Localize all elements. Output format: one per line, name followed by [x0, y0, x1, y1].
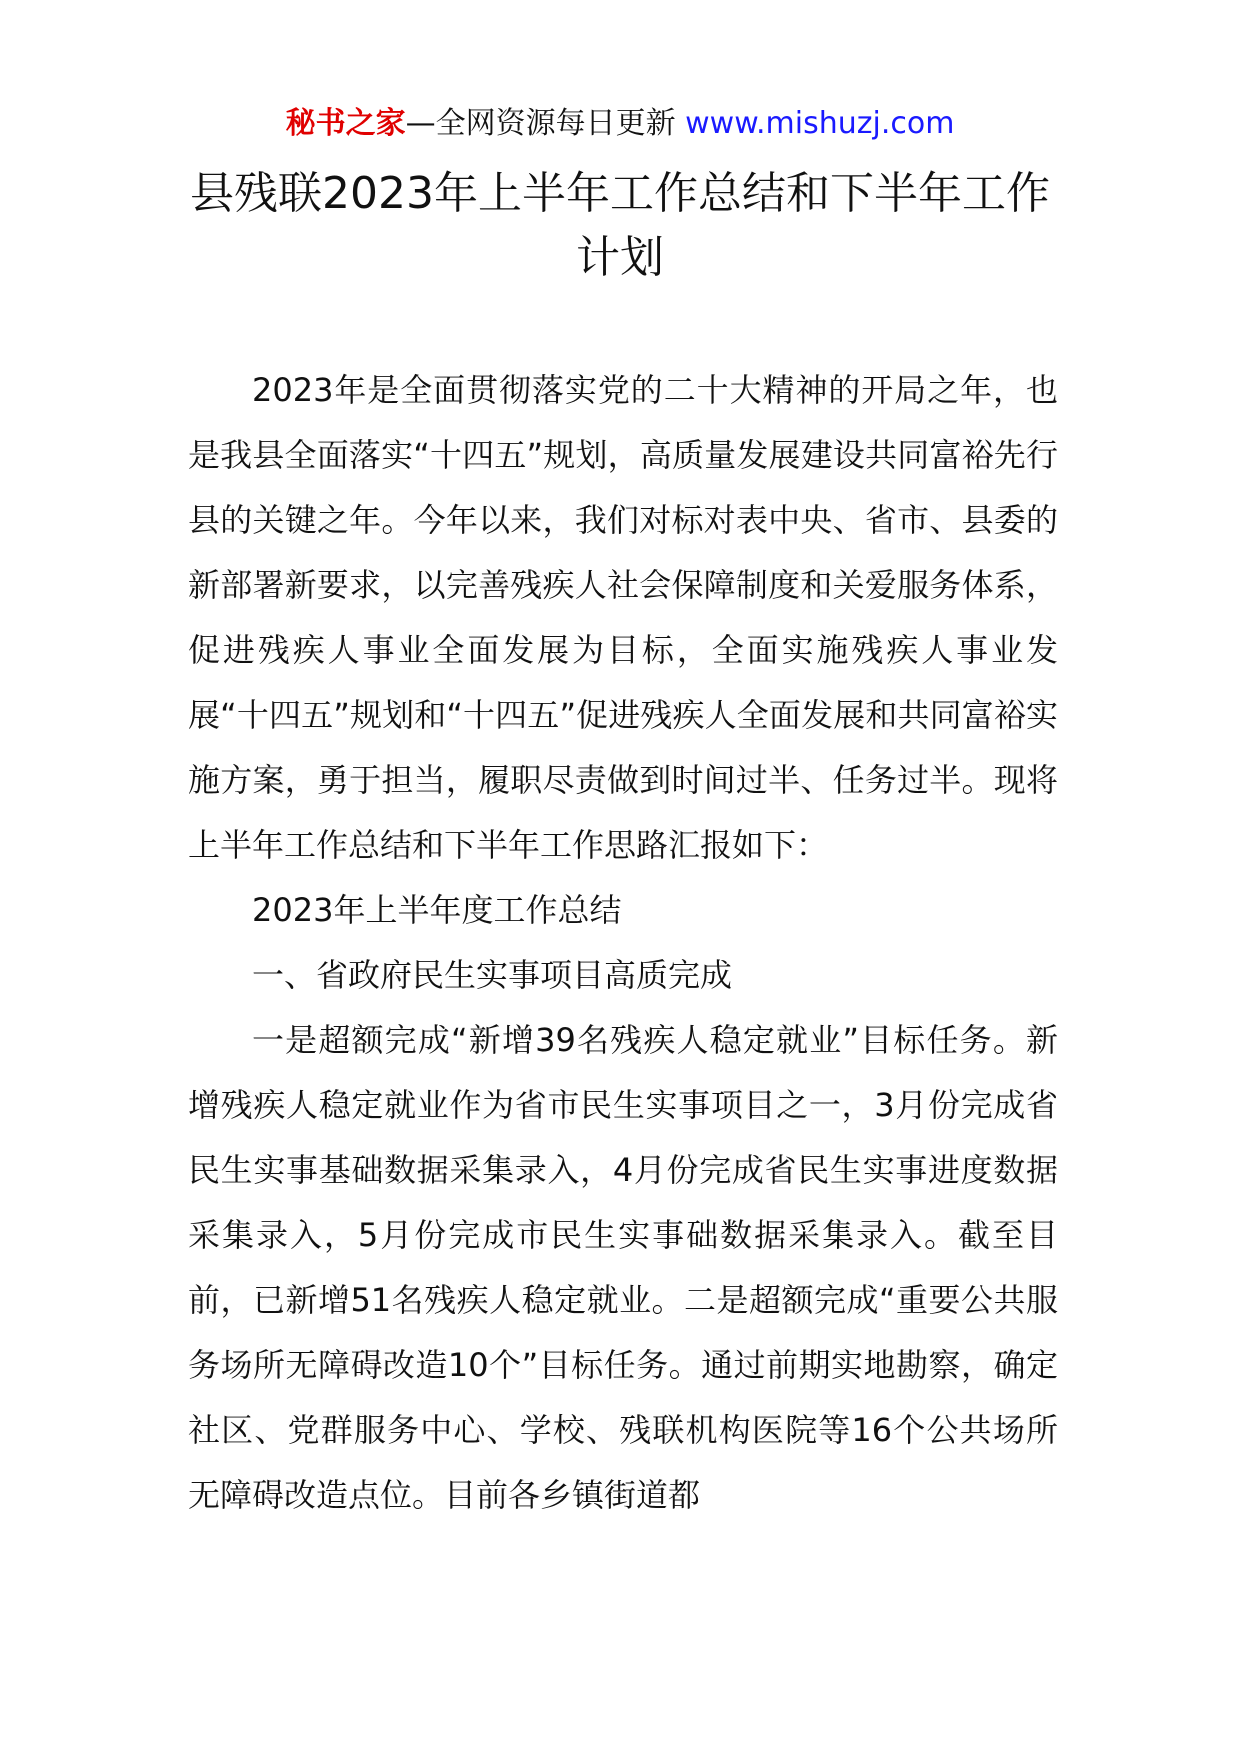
site-brand: 秘书之家: [285, 106, 406, 141]
subsection-heading: 一、省政府民生实事项目高质完成: [252, 956, 733, 994]
document-title: 县残联2023年上半年工作总结和下半年工作计划: [190, 168, 1050, 283]
site-url-link[interactable]: www.mishuzj.com: [685, 106, 955, 141]
site-header: [0, 104, 1240, 144]
site-slogan: —全网资源每日更新: [405, 106, 686, 141]
document-body: [188, 358, 1058, 1528]
body-paragraph: 一是超额完成“新增39名残疾人稳定就业”目标任务。新增残疾人稳定就业作为省市民生实事项目之一，3月份完成省民生实事基础数据采集录入，4月份完成省民生实事进度数据采集录入，5月份完成市民生实事础数据采集录入。截至目前，已新增51名残疾人稳定就业。二是超额完成“重要公共服务场所无障碍改造10个”目标任务。通过前期实地勘察，确定社区、党群服务中心、学校、残联机构医院等16个公共场所无障碍改造点位。目前各乡镇街道都: [188, 1021, 1058, 1514]
intro-paragraph: 2023年是全面贯彻落实党的二十大精神的开局之年，也是我县全面落实“十四五”规划，高质量发展建设共同富裕先行县的关键之年。今年以来，我们对标对表中央、省市、县委的新部署新要求，以完善残疾人社会保障制度和关爱服务体系，促进残疾人事业全面发展为目标，全面实施残疾人事业发展“十四五”规划和“十四五”促进残疾人全面发展和共同富裕实施方案，勇于担当，履职尽责做到时间过半、任务过半。现将上半年工作总结和下半年工作思路汇报如下：: [188, 371, 1058, 864]
section-heading: 2023年上半年度工作总结: [252, 891, 622, 929]
